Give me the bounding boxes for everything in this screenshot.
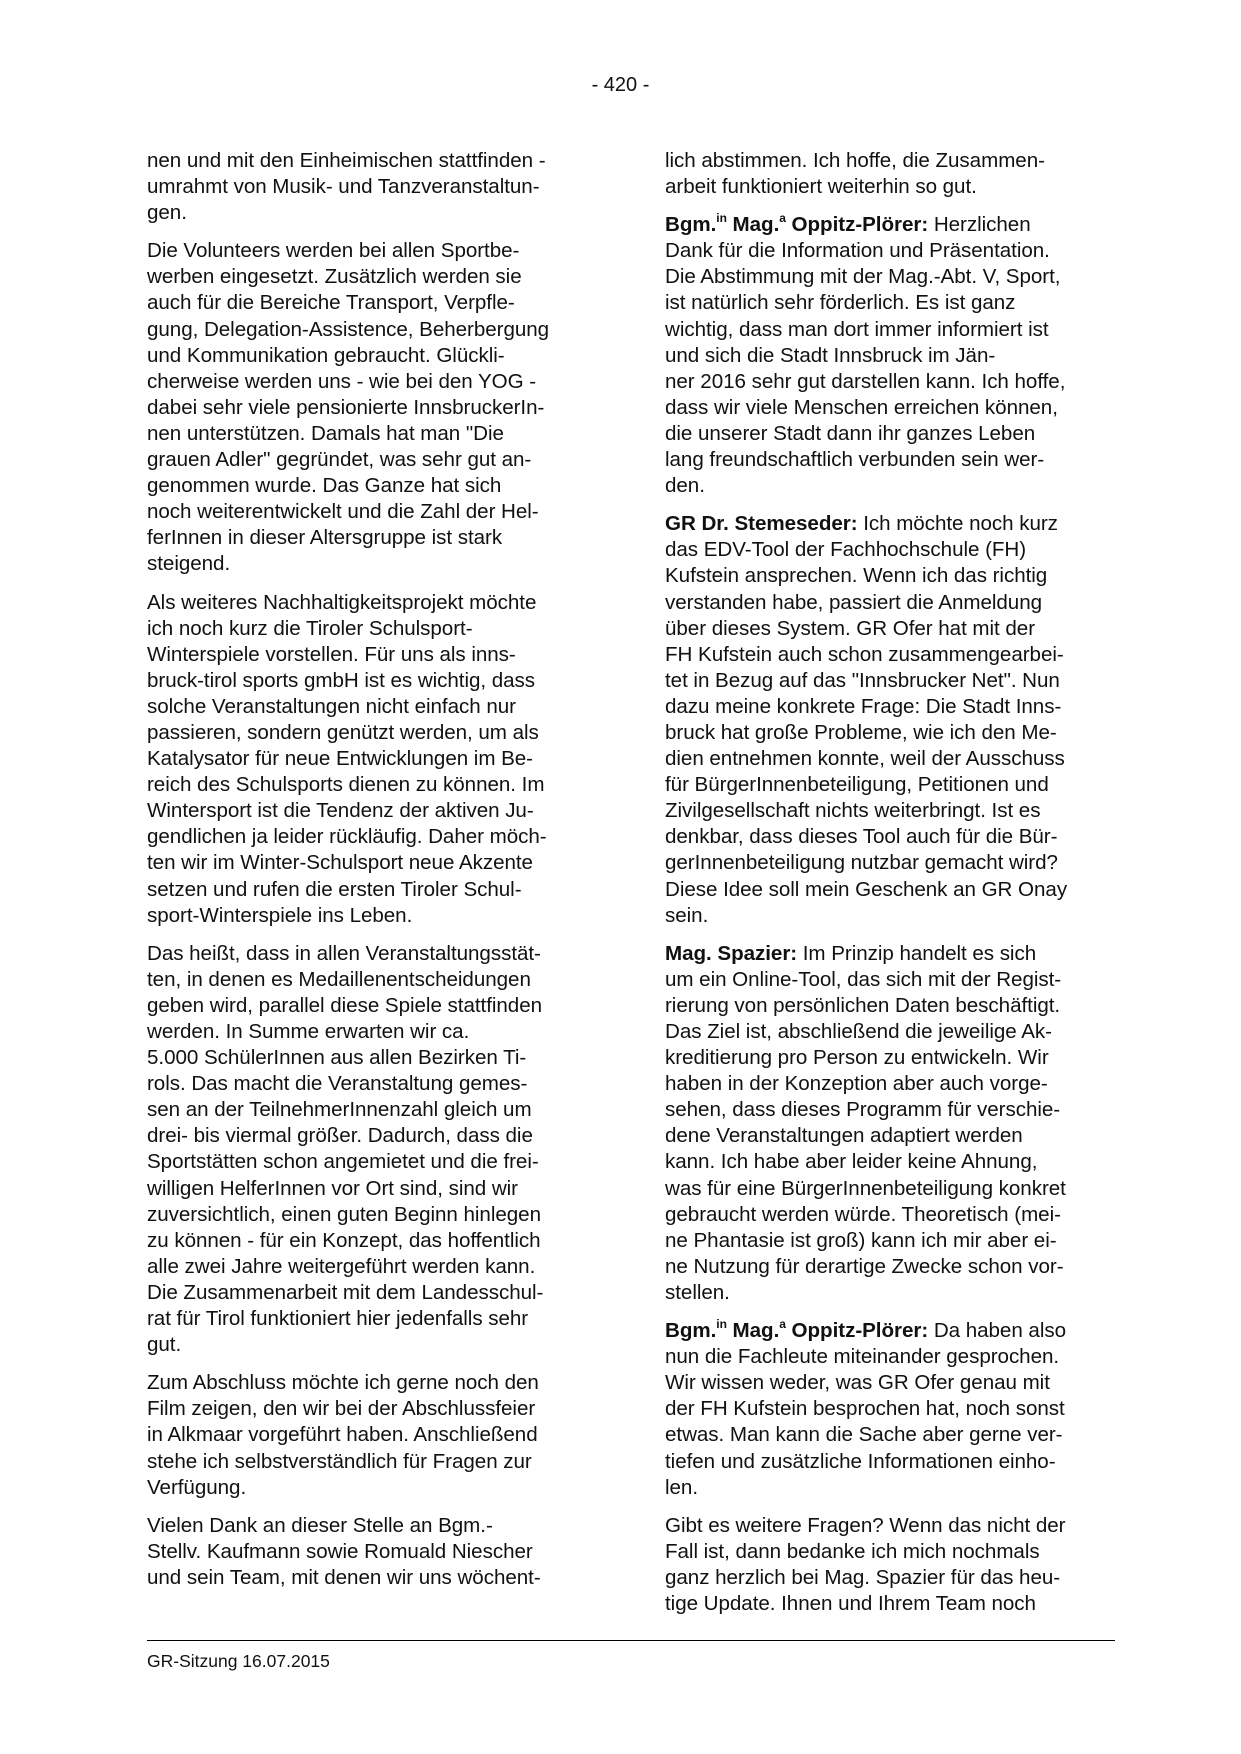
paragraph: Das heißt, dass in allen Veranstaltungsstät- ten, in denen es Medaillenentscheidungen geben wird, parallel diese Spiele stattfinden werden. In Summe erwarten wir ca. 5.000 SchülerInnen aus allen Bezirken Ti- rols. Das macht die Veranstaltung gemes- sen an der TeilnehmerInnenzahl gleich um drei- bis viermal größer. Dadurch, dass die Sportstätten schon angemietet und die frei- willigen HelferInnen vor Ort sind, sind wir zuversichtlich, einen guten Beginn hinlegen zu können - für ein Konzept, das hoffentlich alle zwei Jahre weitergeführt werden kann. Die Zusammenarbeit mit dem Landesschul- rat für Tirol funktioniert hier jedenfalls sehr gut.: [147, 941, 544, 1357]
page-number: - 420 -: [591, 74, 650, 96]
speech-paragraph: [665, 511, 1115, 929]
speech-text: Da haben also nun die Fachleute miteinander gesprochen. Wir wissen weder, was GR Ofer genau mit der FH Kufstein besprochen hat, noch sonst etwas. Man kann die Sache aber gerne ver- tiefen und zusätzliche Informationen einho- len.: [665, 1319, 1066, 1499]
paragraph: Gibt es weitere Fragen? Wenn das nicht der Fall ist, dann bedanke ich mich nochmals ganz herzlich bei Mag. Spazier für das heu- tige Update. Ihnen und Ihrem Team noch: [665, 1513, 1066, 1615]
right-column: [665, 148, 1115, 1629]
footer-text: GR-Sitzung 16.07.2015: [147, 1651, 330, 1671]
paragraph: Als weiteres Nachhaltigkeitsprojekt möchte ich noch kurz die Tiroler Schulsport- Winterspiele vorstellen. Für uns als inns- bruck-tirol sports gmbH ist es wichtig, dass solche Veranstaltungen nicht einfach nur passieren, sondern genützt werden, um als Katalysator für neue Entwicklungen im Be- reich des Schulsports dienen zu können. Im Wintersport ist die Tendenz der aktiven Ju- gendlichen ja leider rückläufig. Daher möch- ten wir im Winter-Schulsport neue Akzente setzen und rufen die ersten Tiroler Schul- sport-Winterspiele ins Leben.: [147, 590, 547, 927]
speech-text: Herzlichen Dank für die Information und Präsentation. Die Abstimmung mit der Mag.-Abt. V, Sport, ist natürlich sehr förderlich. Es ist ganz wichtig, dass man dort immer informiert ist und sich die Stadt Innsbruck im Jän- ner 2016 sehr gut darstellen kann. Ich hoffe, dass wir viele Menschen erreichen können, die unserer Stadt dann ihr ganzes Leben lang freundschaftlich verbunden sein wer- den.: [665, 213, 1066, 498]
speech-text: Ich möchte noch kurz das EDV-Tool der Fachhochschule (FH) Kufstein ansprechen. Wenn ich das richtig verstanden habe, passiert die Anmeldung über dieses System. GR Ofer hat mit der FH Kufstein auch schon zusammengearbei- tet in Bezug auf das "Innsbrucker Net". Nun dazu meine konkrete Frage: Die Stadt Inns- bruck hat große Probleme, wie ich den Me- dien entnehmen konnte, weil der Ausschuss für BürgerInnenbeteiligung, Petitionen und Zivilgesellschaft nichts weiterbringt. Ist es denkbar, dass dieses Tool auch für die Bür- gerInnenbeteiligung nutzbar gemacht wird? Diese Idee soll mein Geschenk an GR Onay sein.: [665, 512, 1068, 927]
speech-paragraph: [665, 212, 1115, 499]
left-column: [147, 148, 597, 1603]
speech-paragraph: [665, 1318, 1115, 1501]
paragraph: Zum Abschluss möchte ich gerne noch den Film zeigen, den wir bei der Abschlussfeier in Alkmaar vorgeführt haben. Anschließend stehe ich selbstverständlich für Fragen zur Verfügung.: [147, 1371, 539, 1499]
speaker-name: Bgm.$^{in}$ Mag.$^a$ Oppitz-Plörer:: [665, 211, 929, 237]
paragraph: Die Volunteers werden bei allen Sportbe- werben eingesetzt. Zusätzlich werden sie auch für die Bereiche Transport, Verpfle- gung, Delegation-Assistence, Beherbergung und Kommunikation gebraucht. Glückli- cherweise werden uns - wie bei den YOG - dabei sehr viele pensionierte InnsbruckerIn- nen unterstützen. Damals hat man "Die grauen Adler" gegründet, was sehr gut an- genommen wurde. Das Ganze hat sich noch weiterentwickelt und die Zahl der Hel- ferInnen in dieser Altersgruppe ist stark steigend.: [147, 239, 550, 576]
paragraph: nen und mit den Einheimischen stattfinden - umrahmt von Musik- und Tanzveranstaltun- gen.: [147, 149, 546, 225]
speaker-name: Mag. Spazier:: [665, 941, 798, 965]
footer-divider: [147, 1640, 1115, 1641]
speech-text: Im Prinzip handelt es sich um ein Online-Tool, das sich mit der Regist- rierung von persönlichen Daten beschäftigt. Das Ziel ist, abschließend die jeweilige Ak- kreditierung pro Person zu entwickeln. Wir haben in der Konzeption aber auch vorge- sehen, dass dieses Programm für verschie- dene Veranstaltungen adaptiert werden kann. Ich habe aber leider keine Ahnung, was für eine BürgerInnenbeteiligung konkret gebraucht werden würde. Theoretisch (mei- ne Phantasie ist groß) kann ich mir aber ei- ne Nutzung für derartige Zwecke schon vor- stellen.: [665, 941, 1066, 1304]
speaker-name: Bgm.$^{in}$ Mag.$^a$ Oppitz-Plörer:: [665, 1317, 929, 1343]
paragraph: Vielen Dank an dieser Stelle an Bgm.- Stellv. Kaufmann sowie Romuald Niescher und sein Team, mit denen wir uns wöchent-: [147, 1513, 541, 1589]
speech-paragraph: [665, 941, 1115, 1306]
paragraph: lich abstimmen. Ich hoffe, die Zusammen- arbeit funktioniert weiterhin so gut.: [665, 149, 1045, 199]
speaker-name: GR Dr. Stemeseder:: [665, 512, 858, 536]
